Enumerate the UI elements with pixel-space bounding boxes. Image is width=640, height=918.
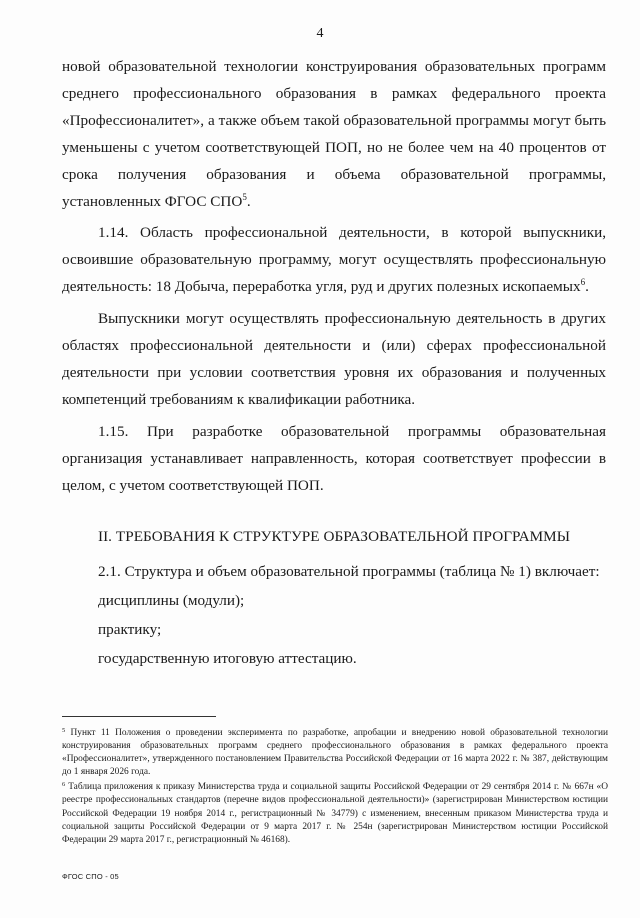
footnotes-block: [62, 727, 608, 849]
footnote-divider: [62, 716, 216, 717]
footnote-ref[interactable]: 6: [580, 277, 586, 288]
page-number: 4: [316, 26, 324, 41]
list-item: дисциплины (модули);: [98, 592, 245, 610]
paragraph-1-14: [62, 220, 606, 301]
section-heading: II. ТРЕБОВАНИЯ К СТРУКТУРЕ ОБРАЗОВАТЕЛЬНОЙ ПРОГРАММЫ: [97, 527, 571, 545]
footnote-ref[interactable]: 5: [242, 191, 247, 202]
paragraph-trailing: .: [246, 192, 251, 210]
footnote-text: Таблица приложения к приказу Министерства труда и социальной защиты Российской Федерации от 29 сентября 2014 г. № 667н «О реестре профессиональных стандартов (перечне видов профессиональной деятельности)» (зарегистрирован Министерством юстиции Российской Федерации 19 ноября 2014 г., регистрационный № 34779) с изменением, внесенным приказом Министерства труда и социальной защиты Российской Федерации от 9 марта 2017 г. № 254н (зарегистрирован Министерством юстиции Российской Федерации 29 марта 2017 г., регистрационный № 46168).: [62, 782, 609, 845]
footnote-number: 6: [62, 781, 66, 789]
footnote-5: [62, 727, 608, 779]
footnote-number: 5: [62, 727, 66, 734]
document-code: ФГОС СПО - 05: [62, 872, 119, 881]
paragraph-text: 1.14. Область профессиональной деятельности, в которой выпускники, освоившие образовательную программу, могут осуществлять профессиональную деятельность: 18 Добыча, переработка угля, руд и других полезных ископаемых: [62, 224, 606, 296]
main-body: [62, 54, 606, 672]
paragraph-continuation: [62, 54, 606, 215]
paragraph-trailing: .: [585, 278, 589, 296]
paragraph-text: Выпускники могут осуществлять профессиональную деятельность в других областях профессиональной деятельности и (или) сферах профессиональной деятельности при условии соответствия уровня их образования и полученных компетенций требованиям к квалификации работника.: [62, 310, 606, 408]
list-item: практику;: [98, 621, 162, 639]
paragraph-1-15: [62, 419, 606, 500]
paragraph-text: 1.15. При разработке образовательной программы образовательная организация устанавливает направленность, которая соответствует профессии в целом, с учетом соответствующей ПОП.: [62, 422, 606, 494]
paragraph-text: новой образовательной технологии конструирования образовательных программ среднего профессионального образования в рамках федерального проекта «Профессионалитет», а также объем такой образовательной программы могут быть уменьшены с учетом соответствующей ПОП, но не более чем на 40 процентов от срока получения образования и объема образовательной программы, установленных ФГОС СПО: [62, 58, 606, 210]
section-intro: 2.1. Структура и объем образовательной программы (таблица № 1) включает:: [98, 563, 600, 581]
paragraph-graduates: [62, 306, 606, 414]
footnote-6: [62, 781, 608, 846]
list-item: государственную итоговую аттестацию.: [98, 650, 357, 668]
footnote-text: Пункт 11 Положения о проведении эксперимента по разработке, апробации и внедрению новой образовательной технологии конструирования образовательных программ среднего профессионального образования в рамках федерального проекта «Профессионалитет», утвержденного постановлением Правительства Российской Федерации от 16 марта 2022 г. № 387, действующим до 1 января 2026 года.: [62, 728, 609, 778]
